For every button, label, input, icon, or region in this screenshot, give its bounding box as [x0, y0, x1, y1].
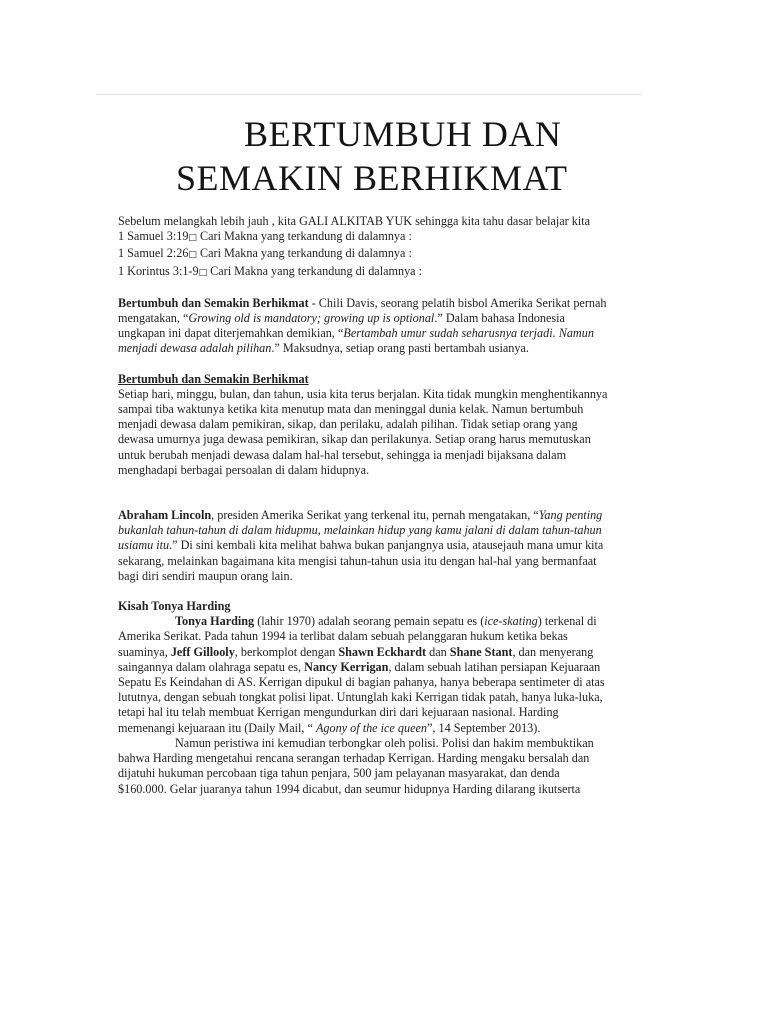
intro-paragraph — [118, 214, 608, 229]
paragraph-text: , berkomplot dengan — [234, 644, 339, 659]
paragraph-text: - Chili Davis, seorang pelatih bisbol Amerika Serikat pernah mengatakan, “ — [118, 295, 607, 326]
chili-davis-paragraph — [118, 296, 608, 357]
ref-label: 1 Samuel 3:19 — [118, 229, 189, 244]
section-heading-text: Bertumbuh dan Semakin Berhikmat — [118, 371, 309, 386]
document-title — [176, 112, 636, 200]
lincoln-paragraph — [118, 508, 608, 584]
section-heading — [118, 372, 608, 387]
paragraph-text: dan — [426, 644, 450, 659]
growth-paragraph — [118, 387, 608, 478]
paragraph-lead: Bertumbuh dan Semakin Berhikmat — [118, 295, 309, 310]
english-quote: Growing old is mandatory; growing up is optional — [188, 311, 435, 326]
missing-glyph-icon: □ — [188, 250, 197, 261]
paragraph-text: , dan menyerang saingannya dalam olahraga sepatu es, — [118, 644, 594, 674]
paragraph-text: .” Dalam bahasa Indonesia ungkapan ini dapat diterjemahkan demikian, “ — [118, 311, 565, 341]
bible-ref-1 — [118, 229, 608, 246]
person-name: Jeff Gillooly — [170, 644, 235, 659]
italic-term: ice-skating — [484, 614, 538, 629]
missing-glyph-icon: □ — [188, 233, 197, 244]
story-heading — [118, 599, 608, 614]
paragraph-text: ”, 14 September 2013). — [426, 720, 541, 735]
ref-label: 1 Samuel 2:26 — [118, 246, 189, 261]
paragraph-lead: Abraham Lincoln — [118, 508, 212, 523]
person-name: Tonya Harding — [175, 614, 255, 629]
paragraph-text: Setiap hari, minggu, bulan, dan tahun, usia kita terus berjalan. Kita tidak mungkin menghentikannya sampai tiba waktunya ketika kita menutup mata dan meninggal dunia kelak. Namun bertumbuh menjadi dewasa dalam pemikiran, sikap, dan perilaku, adalah pilihan. Tidak setiap orang yang dewasa umurnya juga dewasa pemikiran, sikap dan perilakunya. Setiap orang harus memutuskan untuk berubah menjadi dewasa dalam hal-hal tersebut, sehingga ia menjadi bijaksana dalam menghadapi berbagai persoalan di dalam hidupnya. — [118, 386, 608, 477]
bible-ref-2 — [118, 246, 608, 263]
intro-text: Sebelum melangkah lebih jauh , kita GALI ALKITAB YUK sehingga kita tahu dasar belajar kita — [118, 214, 591, 228]
paragraph-text: Namun peristiwa ini kemudian terbongkar oleh polisi. Polisi dan hakim membuktikan bahwa Harding mengetahui rencana serangan terhadap Kerrigan. Harding mengaku bersalah dan dijatuhi hukuman percobaan tiga tahun penjara, 500 jam pelayanan masyarakat, dan denda $160.000. Gelar juaranya tahun 1994 dicabut, dan seumur hidupnya Harding dilarang ikutserta — [118, 735, 594, 796]
harding-paragraph-1 — [118, 614, 608, 736]
ref-text: Cari Makna yang terkandung di dalamnya : — [207, 263, 423, 278]
person-name: Shane Stant — [449, 644, 513, 659]
person-name: Shawn Eckhardt — [338, 644, 427, 659]
ref-text: Cari Makna yang terkandung di dalamnya : — [196, 229, 412, 244]
page-top-divider — [96, 94, 642, 95]
article-headline: Agony of the ice queen — [315, 720, 427, 735]
lincoln-quote: Yang penting bukanlah tahun-tahun di dalam hidupmu, melainkan hidup yang kamu jalani di dalam tahun-tahun usiamu itu — [118, 508, 603, 553]
bible-ref-3 — [118, 264, 608, 281]
person-name: Nancy Kerrigan — [304, 659, 389, 674]
title-line-1: BERTUMBUH DAN — [244, 114, 562, 154]
ref-label: 1 Korintus 3:1-9 — [118, 263, 199, 278]
ref-text: Cari Makna yang terkandung di dalamnya : — [196, 246, 412, 261]
paragraph-text: ) terkenal di Amerika Serikat. Pada tahun 1994 ia terlibat dalam sebuah pelanggaran hukum ketika bekas suaminya, — [118, 614, 597, 659]
paragraph-text: , dalam sebuah latihan persiapan Kejuaraan Sepatu Es Keindahan di AS. Kerrigan dipukul di bagian pahanya, hanya beberapa sentimeter di atas lututnya, dengan sebuah tongkat polisi lipat. Untunglah kaki Kerrigan tidak patah, hanya luka-luka, tetapi hal itu telah membuat Kerrigan mengundurkan diri dari kejuaraan nasional. Harding memenangi kejuaraan itu (Daily Mail, “ — [118, 659, 605, 735]
indonesian-quote: Bertambah umur sudah seharusnya terjadi. Namun menjadi dewasa adalah pilihan — [118, 326, 594, 356]
paragraph-text: (lahir 1970) adalah seorang pemain sepatu es ( — [254, 614, 485, 629]
document-body — [118, 214, 608, 797]
story-heading-text: Kisah Tonya Harding — [118, 599, 231, 614]
missing-glyph-icon: □ — [198, 267, 208, 278]
paragraph-text: .” Maksudnya, setiap orang pasti bertambah usianya. — [271, 341, 529, 356]
paragraph-text: , presiden Amerika Serikat yang terkenal itu, pernah mengatakan, “ — [211, 508, 539, 523]
paragraph-text: .” Di sini kembali kita melihat bahwa bukan panjangnya usia, atausejauh mana umur kita sekarang, melainkan bagaimana kita mengisi tahun-tahun usia itu dengan hal-hal yang bermanfaat bagi diri sendiri maupun orang lain. — [118, 538, 604, 583]
harding-paragraph-2 — [118, 736, 608, 797]
title-line-2: SEMAKIN BERHIKMAT — [176, 158, 568, 198]
